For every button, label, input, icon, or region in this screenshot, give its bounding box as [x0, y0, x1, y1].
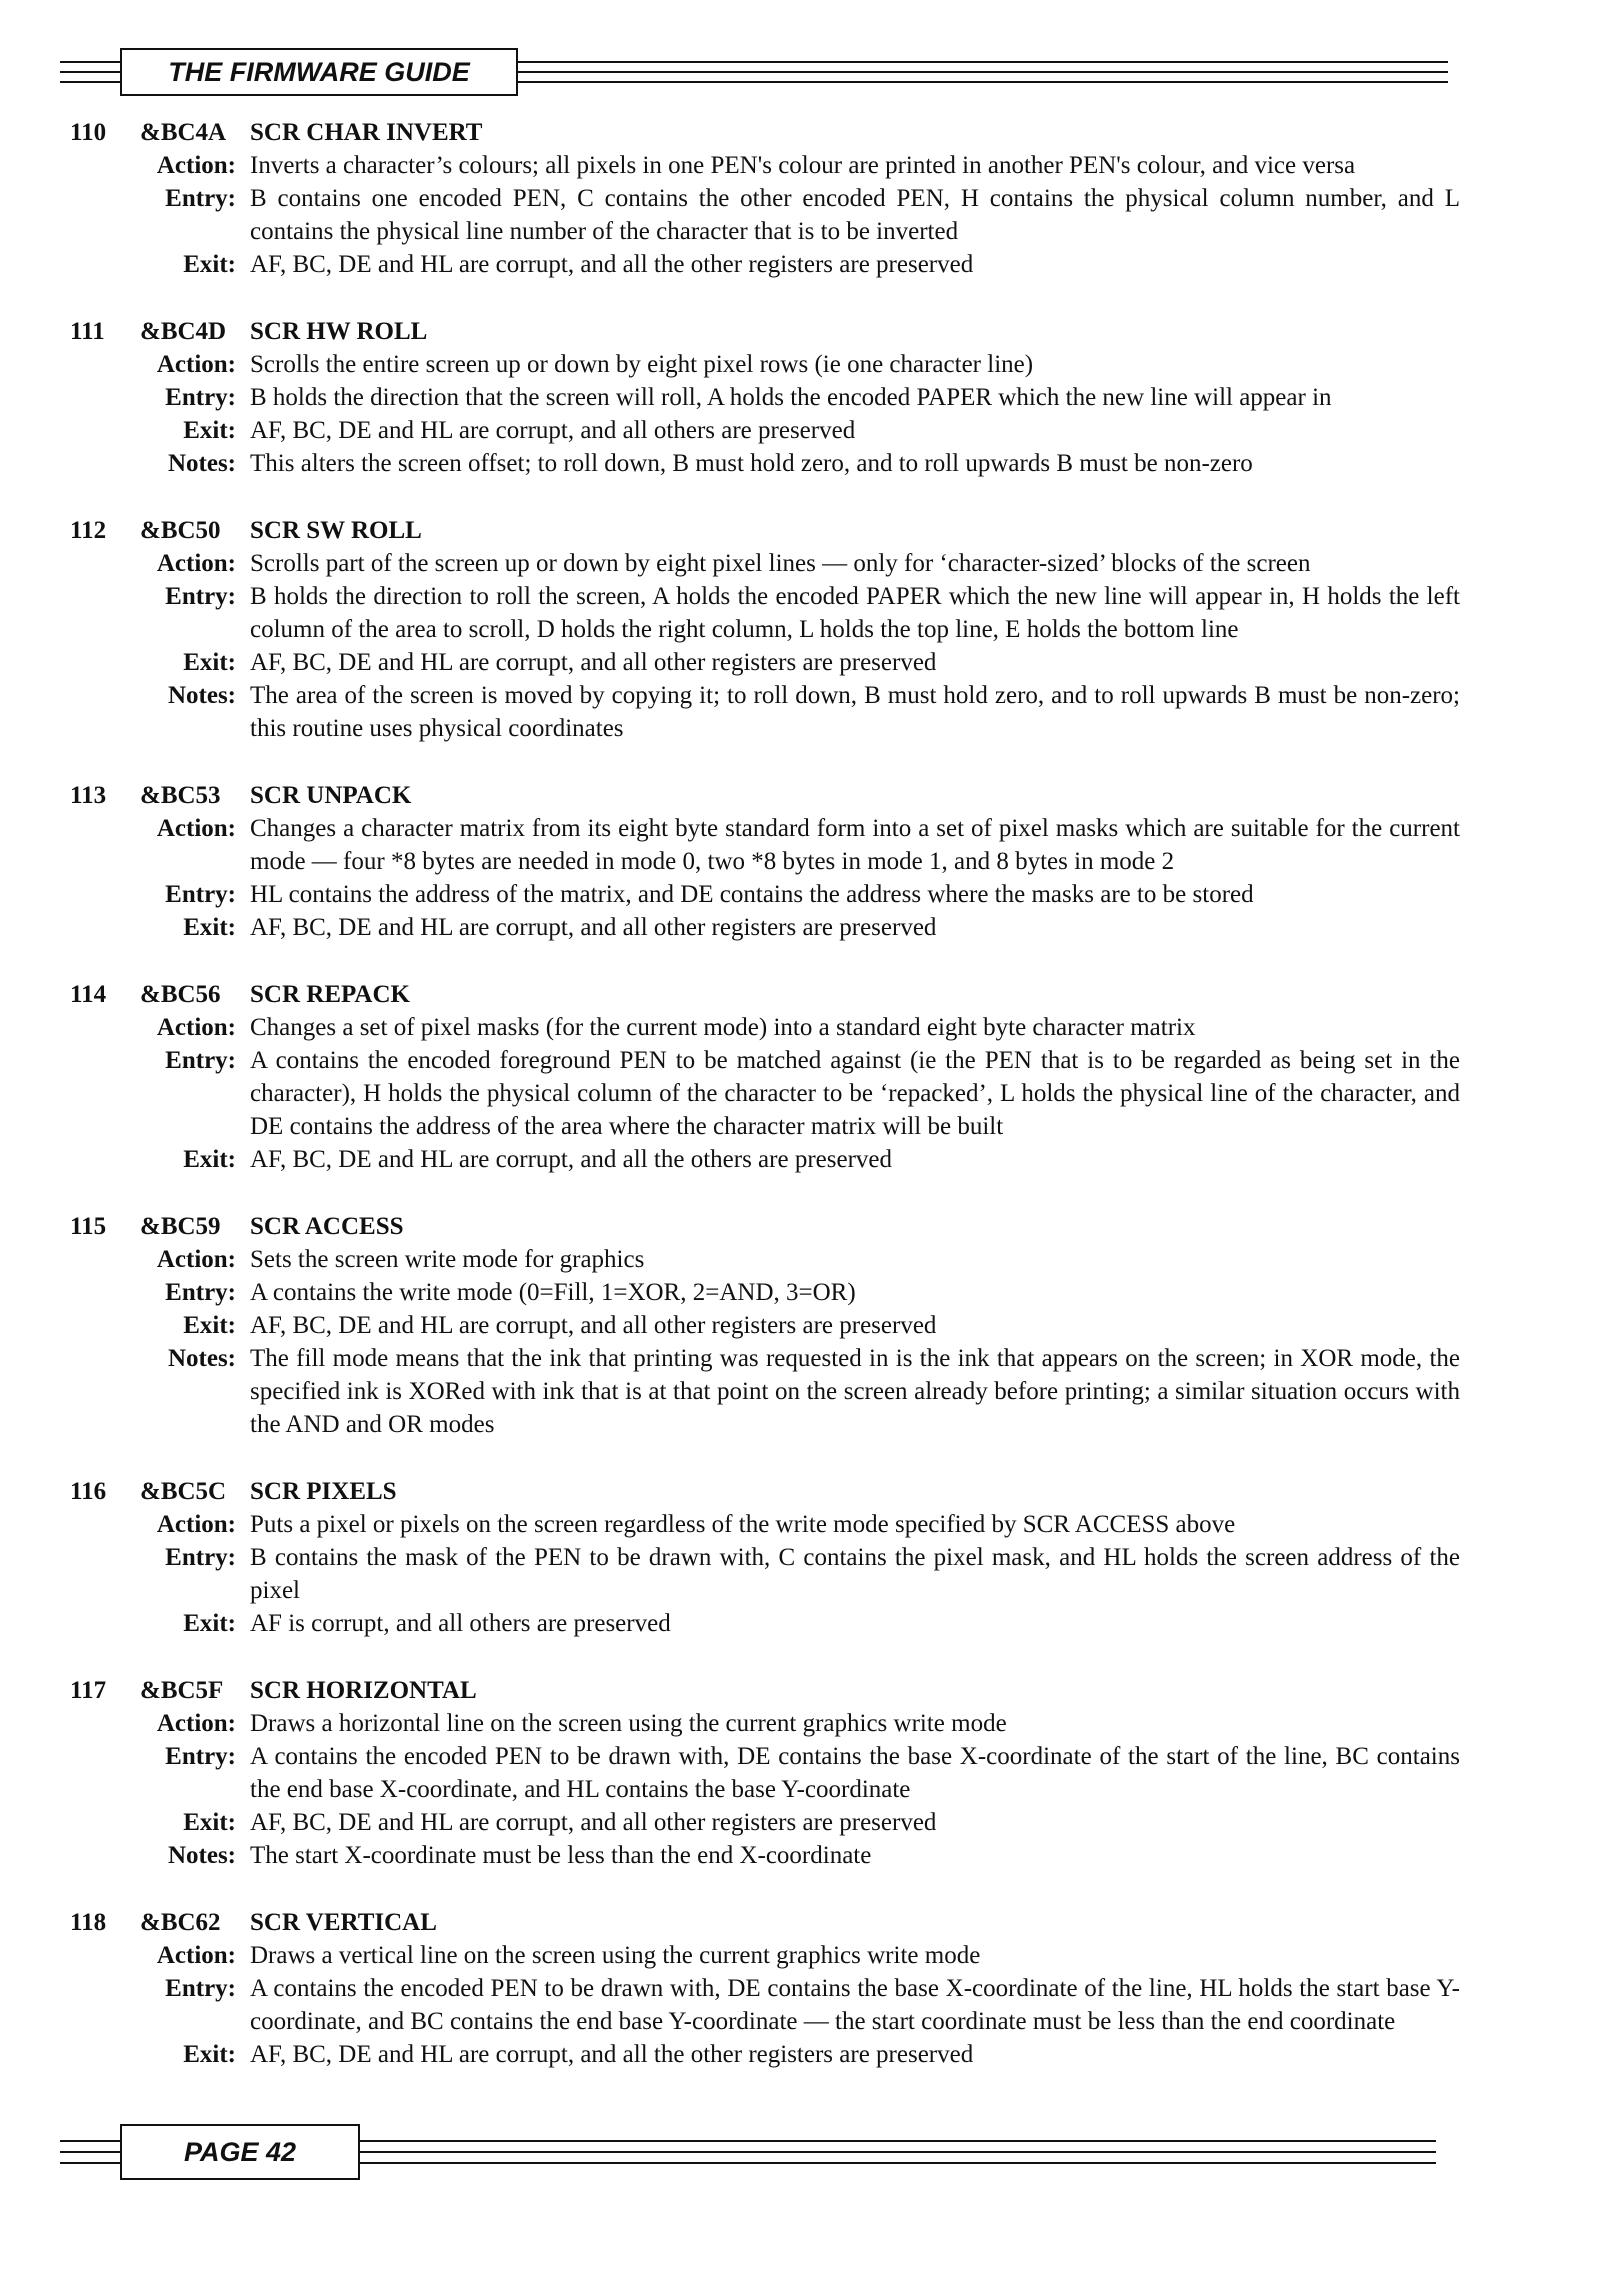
field-text-notes: This alters the screen offset; to roll down, B must hold zero, and to roll upwards B must be non-zero [250, 450, 1253, 477]
field-label-entry: Entry: [165, 185, 236, 212]
entry-heading [70, 514, 1460, 547]
header-rule-right-2 [518, 71, 1448, 73]
field-text-action: Puts a pixel or pixels on the screen regardless of the write mode specified by SCR ACCESS above [250, 1511, 1236, 1538]
field-label-entry: Entry: [165, 1279, 236, 1306]
field-label-exit: Exit: [183, 251, 236, 278]
entry-title: SCR PIXELS [250, 1478, 397, 1505]
header-rule-left-3 [60, 81, 120, 83]
entry-action-row [70, 1508, 1460, 1541]
entry-title: SCR HORIZONTAL [250, 1677, 477, 1704]
firmware-entry [70, 315, 1460, 480]
footer-rule-right-2 [360, 2151, 1436, 2153]
entry-number: 113 [70, 782, 107, 809]
entry-address: &BC50 [140, 517, 221, 544]
entry-number: 114 [70, 981, 107, 1008]
field-label-action: Action: [156, 550, 236, 577]
entry-heading [70, 1674, 1460, 1707]
entry-exit-row [70, 911, 1460, 944]
field-text-notes: The fill mode means that the ink that printing was requested in is the ink that appears on the screen; in XOR mode, the specified ink is XORed with ink that is at that point on the screen already before printing; a similar situation occurs with the AND and OR modes [250, 1345, 1460, 1438]
entry-exit-row [70, 414, 1460, 447]
field-label-action: Action: [156, 152, 236, 179]
field-text-entry: HL contains the address of the matrix, and DE contains the address where the masks are to be stored [250, 881, 1254, 908]
field-text-action: Draws a horizontal line on the screen using the current graphics write mode [250, 1710, 1007, 1737]
entry-entry-row [70, 381, 1460, 414]
entry-address: &BC5C [140, 1478, 227, 1505]
entry-entry-row [70, 182, 1460, 248]
header-rule-right-3 [518, 81, 1448, 83]
field-label-exit: Exit: [183, 1312, 236, 1339]
entry-address: &BC56 [140, 981, 221, 1008]
page-title: THE FIRMWARE GUIDE [120, 48, 518, 96]
firmware-entry [70, 779, 1460, 944]
entry-exit-row [70, 1607, 1460, 1640]
field-label-entry: Entry: [165, 881, 236, 908]
page-header [60, 48, 1448, 96]
entry-number: 112 [70, 517, 107, 544]
entry-exit-row [70, 2038, 1460, 2071]
entry-entry-row [70, 1541, 1460, 1607]
field-text-entry: A contains the encoded foreground PEN to be matched against (ie the PEN that is to be regarded as being set in the character), H holds the physical column of the character to be ‘repacked’, L holds the physical line of the character, and DE contains the address of the area where the character matrix will be built [250, 1047, 1460, 1140]
field-text-exit: AF is corrupt, and all others are preserved [250, 1610, 671, 1637]
header-rule-left-2 [60, 71, 120, 73]
footer-rule-right-3 [360, 2162, 1436, 2164]
field-text-exit: AF, BC, DE and HL are corrupt, and all others are preserved [250, 417, 856, 444]
page-number: PAGE 42 [120, 2124, 360, 2180]
field-text-notes: The start X-coordinate must be less than the end X-coordinate [250, 1842, 872, 1869]
footer-rule-left-1 [60, 2140, 120, 2142]
field-label-action: Action: [156, 1710, 236, 1737]
page-footer [60, 2124, 1436, 2180]
entry-address: &BC59 [140, 1213, 221, 1240]
entry-address: &BC62 [140, 1909, 221, 1936]
entry-heading [70, 116, 1460, 149]
field-label-action: Action: [156, 1942, 236, 1969]
entry-entry-row [70, 580, 1460, 646]
field-text-exit: AF, BC, DE and HL are corrupt, and all other registers are preserved [250, 914, 937, 941]
entry-number: 111 [70, 318, 105, 345]
entry-action-row [70, 1011, 1460, 1044]
field-text-entry: B holds the direction that the screen will roll, A holds the encoded PAPER which the new line will appear in [250, 384, 1332, 411]
entry-entry-row [70, 1044, 1460, 1143]
firmware-entry [70, 514, 1460, 745]
entry-number: 117 [70, 1677, 107, 1704]
field-label-exit: Exit: [183, 417, 236, 444]
field-label-action: Action: [156, 351, 236, 378]
entry-entry-row [70, 878, 1460, 911]
firmware-entry [70, 116, 1460, 281]
entry-number: 116 [70, 1478, 107, 1505]
entry-heading [70, 779, 1460, 812]
entry-title: SCR HW ROLL [250, 318, 428, 345]
field-text-notes: The area of the screen is moved by copying it; to roll down, B must hold zero, and to roll upwards B must be non-zero; this routine uses physical coordinates [250, 682, 1460, 742]
field-text-entry: B holds the direction to roll the screen, A holds the encoded PAPER which the new line will appear in, H holds the left column of the area to scroll, D holds the right column, L holds the top line, E holds the bottom line [250, 583, 1460, 643]
header-rule-right-1 [518, 61, 1448, 63]
entry-action-row [70, 149, 1460, 182]
footer-rule-right-1 [360, 2140, 1436, 2142]
entry-entry-row [70, 1740, 1460, 1806]
field-label-exit: Exit: [183, 1146, 236, 1173]
entry-notes-row [70, 1839, 1460, 1872]
entry-action-row [70, 348, 1460, 381]
field-text-action: Inverts a character’s colours; all pixels in one PEN's colour are printed in another PEN's colour, and vice versa [250, 152, 1356, 179]
entry-title: SCR ACCESS [250, 1213, 404, 1240]
entry-exit-row [70, 1309, 1460, 1342]
field-text-entry: A contains the encoded PEN to be drawn with, DE contains the base X-coordinate of the start of the line, BC contains the end base X-coordinate, and HL contains the base Y-coordinate [250, 1743, 1460, 1803]
firmware-entry [70, 978, 1460, 1176]
footer-rule-left-2 [60, 2151, 120, 2153]
field-label-notes: Notes: [167, 450, 236, 477]
field-label-action: Action: [156, 815, 236, 842]
entry-notes-row [70, 679, 1460, 745]
firmware-entry [70, 1674, 1460, 1872]
field-text-entry: B contains the mask of the PEN to be drawn with, C contains the pixel mask, and HL holds the screen address of the pixel [250, 1544, 1460, 1604]
field-label-action: Action: [156, 1014, 236, 1041]
firmware-entry [70, 1906, 1460, 2071]
entry-heading [70, 1210, 1460, 1243]
field-text-entry: A contains the write mode (0=Fill, 1=XOR, 2=AND, 3=OR) [250, 1279, 856, 1306]
field-text-action: Changes a character matrix from its eight byte standard form into a set of pixel masks which are suitable for the current mode — four *8 bytes are needed in mode 0, two *8 bytes in mode 1, and 8 bytes in mode 2 [250, 815, 1460, 875]
field-text-exit: AF, BC, DE and HL are corrupt, and all the other registers are preserved [250, 251, 974, 278]
entry-exit-row [70, 1806, 1460, 1839]
entry-heading [70, 1475, 1460, 1508]
field-text-action: Draws a vertical line on the screen using the current graphics write mode [250, 1942, 981, 1969]
field-label-action: Action: [156, 1246, 236, 1273]
field-label-entry: Entry: [165, 1743, 236, 1770]
entry-address: &BC4A [140, 119, 227, 146]
header-rule-left-1 [60, 61, 120, 63]
field-text-entry: B contains one encoded PEN, C contains the other encoded PEN, H contains the physical column number, and L contains the physical line number of the character that is to be inverted [250, 185, 1460, 245]
entry-action-row [70, 1707, 1460, 1740]
entry-address: &BC5F [140, 1677, 224, 1704]
field-label-exit: Exit: [183, 1809, 236, 1836]
field-label-entry: Entry: [165, 384, 236, 411]
field-label-entry: Entry: [165, 1975, 236, 2002]
entry-exit-row [70, 248, 1460, 281]
entry-number: 115 [70, 1213, 107, 1240]
entry-title: SCR CHAR INVERT [250, 119, 483, 146]
field-text-exit: AF, BC, DE and HL are corrupt, and all the others are preserved [250, 1146, 892, 1173]
entry-number: 110 [70, 119, 107, 146]
field-label-exit: Exit: [183, 1610, 236, 1637]
entry-address: &BC53 [140, 782, 221, 809]
field-label-notes: Notes: [167, 682, 236, 709]
firmware-entry-list [70, 116, 1460, 2105]
field-text-action: Sets the screen write mode for graphics [250, 1246, 645, 1273]
entry-title: SCR SW ROLL [250, 517, 422, 544]
entry-title: SCR UNPACK [250, 782, 412, 809]
field-label-entry: Entry: [165, 1047, 236, 1074]
field-text-exit: AF, BC, DE and HL are corrupt, and all other registers are preserved [250, 1312, 937, 1339]
field-text-action: Scrolls part of the screen up or down by eight pixel lines — only for ‘character-sized’ blocks of the screen [250, 550, 1311, 577]
field-text-exit: AF, BC, DE and HL are corrupt, and all the other registers are preserved [250, 2041, 974, 2068]
entry-action-row [70, 812, 1460, 878]
entry-action-row [70, 1243, 1460, 1276]
entry-action-row [70, 547, 1460, 580]
field-label-notes: Notes: [167, 1842, 236, 1869]
entry-exit-row [70, 646, 1460, 679]
field-label-notes: Notes: [167, 1345, 236, 1372]
entry-entry-row [70, 1276, 1460, 1309]
field-text-action: Changes a set of pixel masks (for the current mode) into a standard eight byte character matrix [250, 1014, 1196, 1041]
entry-action-row [70, 1939, 1460, 1972]
firmware-entry [70, 1210, 1460, 1441]
field-label-action: Action: [156, 1511, 236, 1538]
entry-number: 118 [70, 1909, 107, 1936]
field-text-exit: AF, BC, DE and HL are corrupt, and all other registers are preserved [250, 1809, 937, 1836]
field-label-exit: Exit: [183, 914, 236, 941]
entry-entry-row [70, 1972, 1460, 2038]
entry-notes-row [70, 1342, 1460, 1441]
entry-heading [70, 315, 1460, 348]
entry-heading [70, 978, 1460, 1011]
field-text-exit: AF, BC, DE and HL are corrupt, and all other registers are preserved [250, 649, 937, 676]
entry-exit-row [70, 1143, 1460, 1176]
field-label-entry: Entry: [165, 1544, 236, 1571]
field-label-entry: Entry: [165, 583, 236, 610]
entry-heading [70, 1906, 1460, 1939]
footer-rule-left-3 [60, 2162, 120, 2164]
field-label-exit: Exit: [183, 2041, 236, 2068]
firmware-entry [70, 1475, 1460, 1640]
field-label-exit: Exit: [183, 649, 236, 676]
entry-title: SCR REPACK [250, 981, 410, 1008]
field-text-action: Scrolls the entire screen up or down by eight pixel rows (ie one character line) [250, 351, 1034, 378]
entry-notes-row [70, 447, 1460, 480]
entry-title: SCR VERTICAL [250, 1909, 437, 1936]
field-text-entry: A contains the encoded PEN to be drawn with, DE contains the base X-coordinate of the line, HL holds the start base Y-coordinate, and BC contains the end base Y-coordinate — the start coordinate must be less than the end coordinate [250, 1975, 1460, 2035]
entry-address: &BC4D [140, 318, 227, 345]
